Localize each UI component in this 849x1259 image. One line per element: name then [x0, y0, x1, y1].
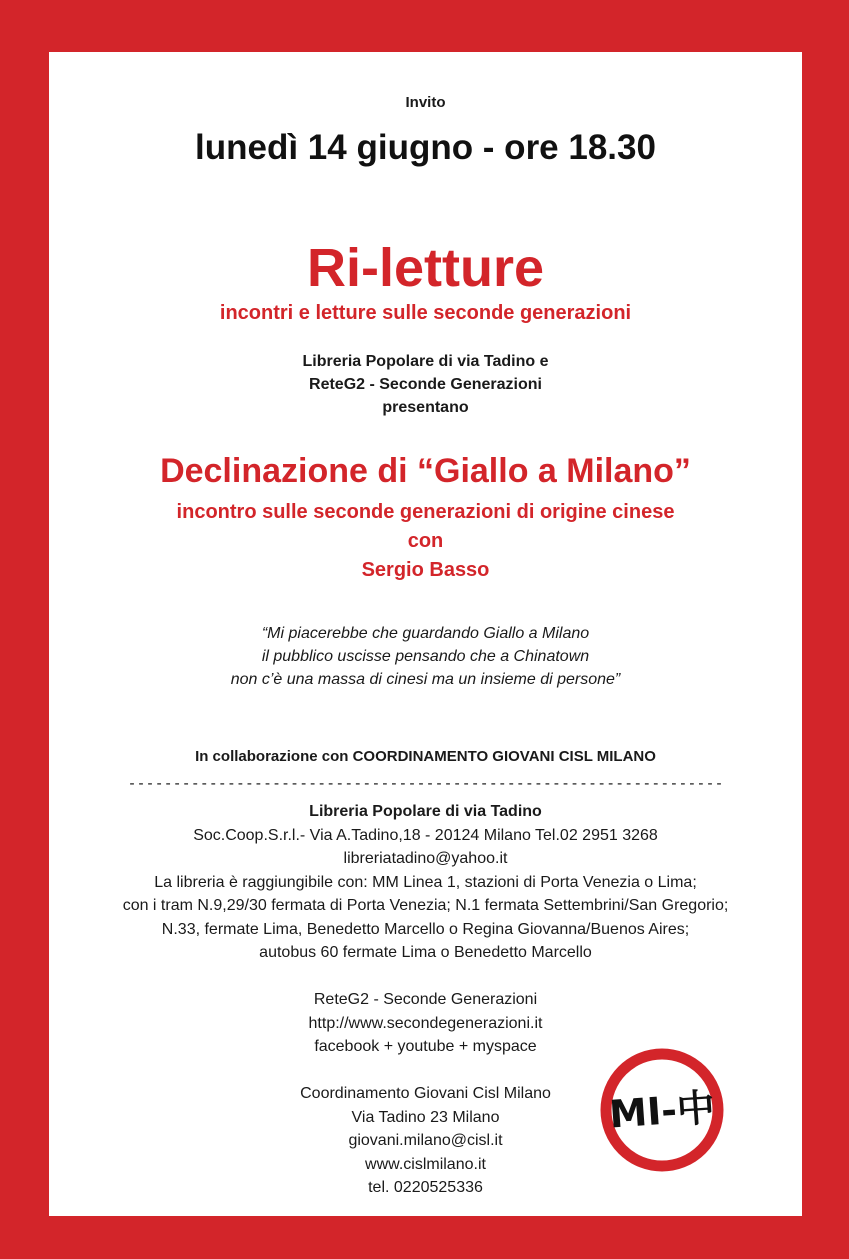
libreria-address: Soc.Coop.S.r.l.- Via A.Tadino,18 - 20124 Milano Tel.02 2951 3268 — [193, 826, 658, 844]
cisl-web: www.cislmilano.it — [365, 1155, 486, 1173]
series-title: Ri-letture — [306, 238, 544, 298]
event-guest: Sergio Basso — [361, 559, 490, 581]
presenter-line: presentano — [382, 399, 469, 416]
cisl-name: Coordinamento Giovani Cisl Milano — [300, 1085, 551, 1102]
quote-line: “Mi piacerebbe che guardando Giallo a Milano — [261, 625, 590, 642]
event-subtitle-block — [49, 498, 802, 585]
libreria-directions: con i tram N.9,29/30 fermata di Porta Venezia; N.1 fermata Settembrini/San Gregorio; — [122, 897, 729, 914]
separator-line: ------------------------------------------------------------------ — [127, 774, 724, 792]
presenter-line: ReteG2 - Seconde Generazioni — [309, 376, 542, 393]
quote-line: non c’è una massa di cinesi ma un insieme di persone” — [230, 671, 621, 688]
event-with: con — [407, 530, 444, 552]
spacer — [49, 965, 802, 989]
libreria-directions: autobus 60 fermate Lima o Benedetto Marcello — [259, 944, 592, 961]
event-subtitle: incontro sulle seconde generazioni di origine cinese — [176, 501, 675, 523]
flyer-card — [49, 52, 802, 1216]
cisl-email: giovani.milano@cisl.it — [348, 1132, 503, 1149]
invite-label: Invito — [405, 94, 446, 111]
reteg2-url: http://www.secondegenerazioni.it — [308, 1014, 543, 1032]
reteg2-name: ReteG2 - Seconde Generazioni — [313, 991, 538, 1008]
libreria-email: libreriatadino@yahoo.it — [343, 850, 508, 867]
series-subtitle: incontri e letture sulle seconde generazioni — [219, 302, 632, 324]
libreria-name: Libreria Popolare di via Tadino — [309, 803, 542, 820]
libreria-directions: N.33, fermate Lima, Benedetto Marcello o Regina Giovanna/Buenos Aires; — [161, 920, 690, 938]
logo-text: MI-中 — [607, 1085, 717, 1137]
quote-line: il pubblico uscisse pensando che a Chinatown — [261, 648, 590, 665]
cisl-address: Via Tadino 23 Milano — [351, 1108, 500, 1126]
presenter-line: Libreria Popolare di via Tadino e — [302, 353, 549, 370]
reteg2-social: facebook + youtube + myspace — [314, 1038, 537, 1055]
cisl-tel: tel. 0220525336 — [368, 1179, 483, 1196]
quote-block — [49, 622, 802, 691]
collaboration-note: In collaborazione con COORDINAMENTO GIOVANI CISL MILANO — [195, 748, 656, 765]
presenters-block — [49, 350, 802, 419]
mi-zhong-logo — [597, 1045, 727, 1175]
event-title: Declinazione di “Giallo a Milano” — [160, 452, 691, 490]
libreria-directions: La libreria è raggiungibile con: MM Linea 1, stazioni di Porta Venezia o Lima; — [154, 873, 697, 891]
event-date: lunedì 14 giugno - ore 18.30 — [195, 128, 656, 167]
